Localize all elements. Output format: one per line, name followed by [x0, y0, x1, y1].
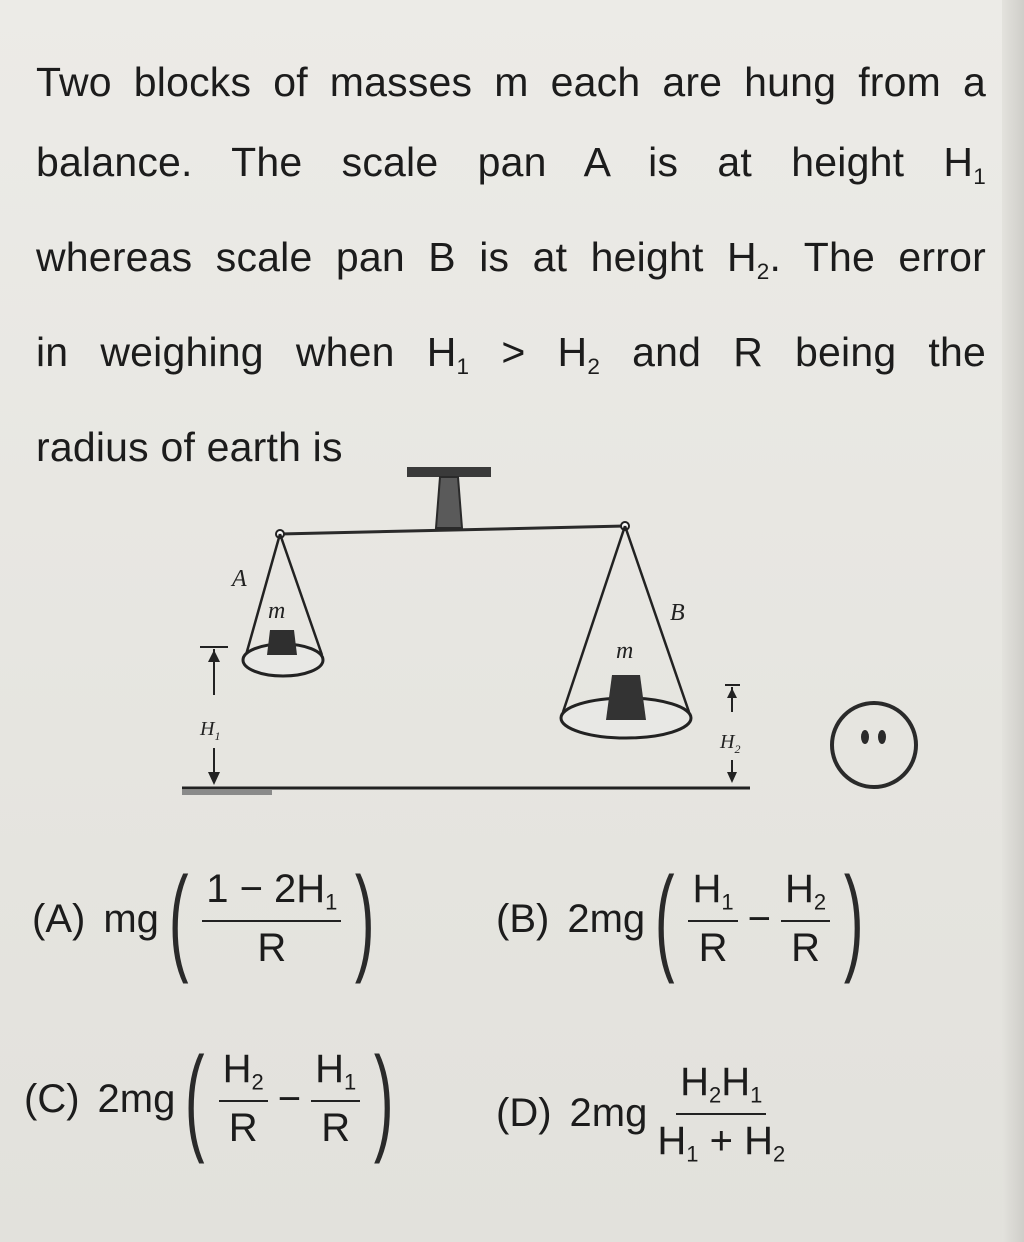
ground-hatch — [182, 790, 272, 795]
block-b — [606, 675, 646, 720]
question-text — [36, 42, 986, 487]
balance-diagram — [170, 450, 930, 810]
pan-a-label: A — [232, 566, 247, 592]
option-d-prefix: 2mg — [569, 1091, 648, 1136]
option-a-prefix: mg — [103, 896, 159, 941]
question-line-4: in weighing when $H_1 > H_2$ and R being the — [36, 328, 987, 379]
option-b-fraction-2: $\frac{H_2}{R}$ — [781, 867, 830, 971]
h1-label: $H_1$ — [200, 718, 221, 743]
option-c[interactable]: (C) 2mg ( $\frac{H_2}{R}$ − $\frac{H_1}{R}$ ) — [24, 1033, 394, 1165]
option-b-prefix: 2mg — [567, 896, 646, 941]
h2-label: $H_2$ — [720, 731, 741, 756]
question-line-1: Two blocks of masses m each are hung from a — [36, 59, 986, 105]
option-d-label: (D) — [496, 1091, 552, 1136]
mass-b-label: m — [616, 638, 634, 664]
question-line-5: radius of earth is — [36, 423, 343, 470]
mass-a-label: m — [268, 598, 286, 624]
question-line-3: whereas scale pan B is at height $H_2$. The error — [36, 233, 986, 284]
pan-b-label: B — [670, 600, 685, 626]
balance-top-bar — [407, 467, 491, 477]
block-a — [267, 630, 297, 655]
option-c-label: (C) — [24, 1076, 80, 1121]
option-d[interactable] — [496, 1060, 789, 1167]
page-edge — [1002, 0, 1024, 1242]
option-c-prefix: 2mg — [97, 1076, 176, 1121]
doodle-face-icon — [826, 697, 922, 793]
option-b[interactable]: (B) 2mg ( $\frac{H_1}{R}$ − $\frac{H_2}{R}$ ) — [496, 853, 864, 985]
option-a-label: (A) — [32, 896, 86, 941]
option-b-fraction-1: $\frac{H_1}{R}$ — [688, 867, 737, 971]
option-a-fraction: $\frac{1 - 2H_1}{R}$ — [202, 867, 341, 971]
option-c-fraction-2: $\frac{H_1}{R}$ — [311, 1047, 360, 1151]
option-c-fraction-1: $\frac{H_2}{R}$ — [219, 1047, 268, 1151]
question-line-2: balance. The scale pan A is at height $H_1$ — [36, 139, 986, 189]
option-a[interactable]: (A) mg ( $\frac{1 - 2H_1}{R}$ ) — [32, 853, 375, 985]
balance-stand — [436, 477, 462, 528]
option-d-fraction: $\frac{H_2H_1}{H_1 + H_2}$ — [657, 1060, 786, 1167]
option-b-label: (B) — [496, 896, 550, 941]
